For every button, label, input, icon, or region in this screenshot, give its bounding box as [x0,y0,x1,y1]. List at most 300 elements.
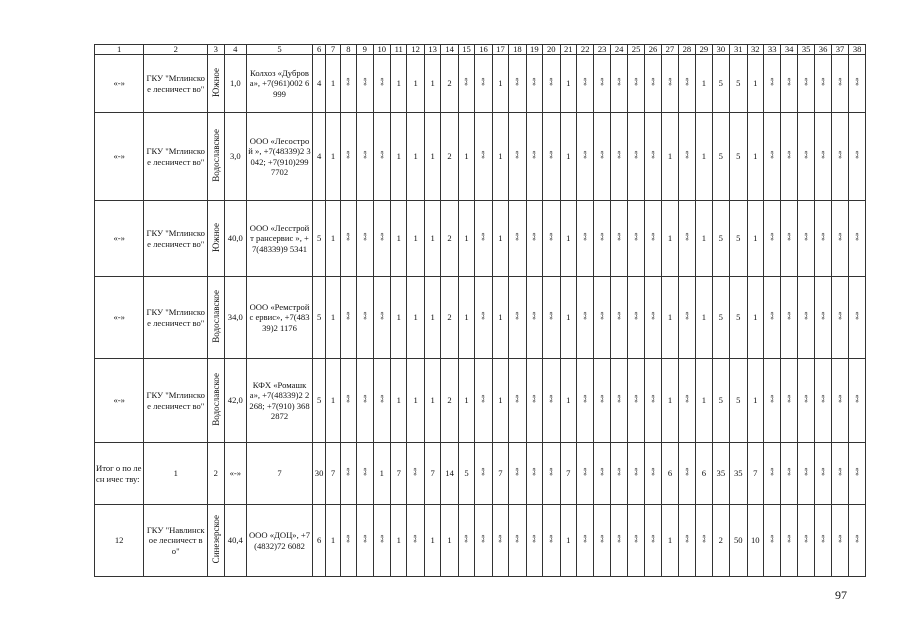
column-header: 35 [797,45,814,55]
table-cell [326,505,340,577]
cell-value: 40,0 [227,233,243,244]
dash-mark: «-» [631,468,640,477]
dash-mark: «-» [682,233,691,242]
table-cell [526,55,542,113]
dash-mark: «-» [344,312,353,321]
table-cell [247,113,313,201]
column-header: 12 [407,45,424,55]
table-cell [326,113,340,201]
table-cell [610,443,627,505]
table-cell [730,113,747,201]
dash-mark: «-» [344,233,353,242]
dash-mark: «-» [547,312,556,321]
table-cell [326,443,340,505]
column-header: 2 [144,45,208,55]
table-cell [326,277,340,359]
table-cell [357,113,373,201]
cell-value: 50 [734,535,743,546]
dash-mark: «-» [801,151,810,160]
table-cell [560,359,576,443]
dash-mark: «-» [835,535,844,544]
forestry-data-table [94,44,866,577]
table-cell [509,55,526,113]
table-cell [208,505,224,577]
table-cell [475,113,492,201]
table-cell [763,359,780,443]
column-header: 1 [95,45,144,55]
table-cell [95,443,144,505]
table-cell [831,201,848,277]
dash-mark: «-» [360,535,369,544]
dash-mark: «-» [835,395,844,404]
cell-value: 1 [379,468,384,479]
table-cell [610,201,627,277]
table-cell [407,359,424,443]
cell-value: 1 [430,535,435,546]
dash-mark: «-» [344,468,353,477]
cell-value: 2 [213,468,218,479]
table-cell [458,113,474,201]
dash-mark: «-» [614,151,623,160]
cell-value: 42,0 [227,395,243,406]
district-name: Южное [210,67,221,97]
cell-value: 1 [396,535,401,546]
cell-value: 2 [447,151,452,162]
table-cell [543,201,560,277]
table-cell [224,505,247,577]
dash-mark: «-» [801,468,810,477]
cell-value: 7 [396,468,401,479]
dash-mark: «-» [377,395,386,404]
dash-mark: «-» [344,151,353,160]
table-cell [357,505,373,577]
table-cell [797,443,814,505]
dash-mark: «-» [614,312,623,321]
table-cell [224,359,247,443]
cell-value: 5 [736,233,741,244]
dash-mark: «-» [801,233,810,242]
dash-mark: «-» [547,468,556,477]
cell-value: 2 [447,78,452,89]
dash-mark: «-» [631,535,640,544]
table-cell [594,113,610,201]
cell-value: 7 [430,468,435,479]
table-cell [441,201,458,277]
cell-value: 35 [734,468,743,479]
table-cell [312,277,325,359]
table-cell [526,277,542,359]
cell-value: 3,0 [229,151,241,162]
dash-mark: «-» [411,535,420,544]
table-cell [815,359,831,443]
table-cell [247,505,313,577]
dash-mark: «-» [784,151,793,160]
column-header: 37 [831,45,848,55]
table-cell [594,55,610,113]
cell-value: 1 [701,312,707,323]
dash-mark: «-» [768,151,776,160]
table-cell [662,201,678,277]
column-header: 38 [849,45,866,55]
dash-mark: «-» [682,535,691,544]
cell-value: 1 [566,151,571,162]
dash-mark: «-» [631,233,640,242]
column-header: 16 [475,45,492,55]
table-cell [475,201,492,277]
dash-mark: «-» [377,535,386,544]
dash-mark: «-» [818,233,827,242]
cell-value: 4 [316,151,322,162]
dash-mark: «-» [344,395,353,404]
table-cell [441,113,458,201]
dash-mark: «-» [818,395,827,404]
dash-mark: «-» [597,468,606,477]
dash-mark: «-» [479,468,488,477]
cell-value: 1 [753,78,758,89]
table-cell [373,277,390,359]
table-cell [644,359,661,443]
table-cell [696,201,712,277]
table-cell [441,359,458,443]
dash-mark: «-» [581,233,589,242]
dash-mark: «-» [768,312,776,321]
column-header: 29 [696,45,712,55]
table-cell [849,201,866,277]
dash-mark: «-» [597,151,606,160]
table-cell [712,505,729,577]
table-row [95,277,866,359]
table-cell [576,113,593,201]
cell-value: 5 [736,78,741,89]
dash-mark: «-» [479,151,488,160]
cell-value: 1 [667,395,673,406]
table-cell [849,443,866,505]
dash-mark: «-» [614,78,623,87]
table-cell [662,505,678,577]
column-header: 9 [357,45,373,55]
dash-mark: «-» [581,468,589,477]
dash-mark: «-» [818,151,827,160]
dash-mark: «-» [852,535,861,544]
cell-value: 1 [413,312,418,323]
table-cell [644,443,661,505]
dash-mark: «-» [377,151,386,160]
table-cell [560,505,576,577]
cell-value: 1 [413,233,418,244]
cell-value: 1 [753,312,758,323]
table-cell [712,55,729,113]
dash-mark: «-» [344,78,353,87]
table-cell [458,277,474,359]
table-cell [644,201,661,277]
dash-mark: «-» [682,468,691,477]
cell-value: 1 [701,395,707,406]
dash-mark: «-» [768,233,776,242]
tenant-contact: Колхоз «Дуброва», +7(961)002 6999 [249,67,310,99]
table-cell [424,359,440,443]
table-cell [712,277,729,359]
table-cell [357,443,373,505]
column-header: 10 [373,45,390,55]
table-cell [340,505,356,577]
table-row [95,359,866,443]
cell-value: 5 [316,233,322,244]
table-cell [340,359,356,443]
dash-mark: «-» [530,395,539,404]
table-cell [781,113,797,201]
dash-mark: «-» [360,151,369,160]
table-cell [357,359,373,443]
table-cell [730,277,747,359]
forestry-name: ГКУ "Мглинско е лесничест во" [146,73,205,94]
table-cell [326,55,340,113]
table-cell [340,201,356,277]
column-header: 3 [208,45,224,55]
dash-mark: «-» [547,151,556,160]
header-row [95,45,866,55]
district-name: Водославское [210,372,221,426]
table-cell [526,359,542,443]
dash-mark: «-» [479,535,488,544]
table-cell [247,359,313,443]
cell-value: 4 [316,78,322,89]
table-cell [312,55,325,113]
dash-mark: «-» [801,78,810,87]
column-header: 34 [781,45,797,55]
column-header: 28 [678,45,695,55]
dash-mark: «-» [597,535,606,544]
table-cell [730,55,747,113]
table-cell [781,277,797,359]
dash-mark: «-» [784,312,793,321]
table-cell [849,55,866,113]
table-cell [373,201,390,277]
dash-mark: «-» [479,78,488,87]
table-cell [144,113,208,201]
table-cell [763,113,780,201]
table-cell [391,201,407,277]
dash-mark: «-» [547,78,556,87]
table-cell [424,443,440,505]
dash-mark: «-» [784,78,793,87]
table-cell [326,201,340,277]
table-cell [747,113,763,201]
cell-value: 1 [396,151,401,162]
cell-value: 2 [718,535,723,546]
table-cell [849,359,866,443]
dash-mark: «-» [818,312,827,321]
table-cell [357,277,373,359]
table-cell [628,505,644,577]
cell-value: 1 [396,78,401,89]
table-cell [424,113,440,201]
table-cell [560,201,576,277]
cell-value: «-» [113,312,125,323]
cell-value: 30 [314,468,324,479]
table-cell [458,443,474,505]
cell-value: 5 [316,395,322,406]
cell-value: 6 [701,468,707,479]
table-cell [492,113,508,201]
tenant-contact: ООО «Лесострой », +7(48339)2 3042; +7(910)299 7702 [248,135,311,177]
table-cell [831,113,848,201]
tenant-contact: КФХ «Ромашка», +7(48339)2 2268; +7(910) 3682872 [249,379,310,421]
cell-value: 40,4 [227,535,243,546]
table-cell [730,201,747,277]
cell-value: «-» [113,151,125,162]
district-name: Южное [210,222,221,252]
cell-value: 1 [667,535,673,546]
cell-value: 1 [566,535,571,546]
cell-value: 5 [718,233,723,244]
table-cell [747,359,763,443]
cell-value: 5 [718,312,723,323]
table-cell [730,359,747,443]
cell-value: 1 [701,151,707,162]
table-cell [543,277,560,359]
table-cell [526,201,542,277]
dash-mark: «-» [768,395,776,404]
table-cell [357,55,373,113]
dash-mark: «-» [631,151,640,160]
cell-value: 5 [464,468,469,479]
table-cell [407,443,424,505]
table-cell [208,443,224,505]
dash-mark: «-» [344,535,353,544]
table-cell [781,359,797,443]
dash-mark: «-» [581,151,589,160]
district-name: Водославское [210,128,221,182]
dash-mark: «-» [597,395,606,404]
table-cell [644,55,661,113]
table-cell [407,113,424,201]
table-cell [849,505,866,577]
dash-mark: «-» [479,233,488,242]
table-cell [312,113,325,201]
table-cell [458,201,474,277]
table-cell [509,113,526,201]
cell-value: 1 [753,395,758,406]
cell-value: «-» [113,233,125,244]
table-cell [391,277,407,359]
forestry-name: ГКУ "Навлинск ое лесничест во" [146,524,205,556]
table-cell [662,55,678,113]
dash-mark: «-» [682,395,691,404]
dash-mark: «-» [614,468,623,477]
table-cell [712,113,729,201]
forestry-name: ГКУ "Мглинско е лесничест во" [146,390,205,411]
table-cell [696,277,712,359]
dash-mark: «-» [648,151,657,160]
table-cell [424,201,440,277]
table-cell [458,505,474,577]
table-cell [224,201,247,277]
dash-mark: «-» [377,233,386,242]
dash-mark: «-» [530,468,539,477]
table-cell [594,443,610,505]
dash-mark: «-» [699,535,708,544]
dash-mark: «-» [360,468,369,477]
cell-value: 1 [430,233,435,244]
dash-mark: «-» [852,151,861,160]
table-cell [340,277,356,359]
dash-mark: «-» [631,395,640,404]
table-cell [391,505,407,577]
forestry-name: ГКУ "Мглинско е лесничест во" [146,228,205,249]
cell-value: 2 [447,233,452,244]
table-cell [678,277,695,359]
table-cell [475,359,492,443]
table-cell [644,113,661,201]
table-cell [208,55,224,113]
table-cell [492,55,508,113]
table-cell [208,359,224,443]
table-cell [696,505,712,577]
table-cell [475,277,492,359]
column-header: 30 [712,45,729,55]
table-cell [849,277,866,359]
dash-mark: «-» [513,468,522,477]
table-cell [831,443,848,505]
cell-value: 1 [753,151,758,162]
cell-value: 7 [753,468,758,479]
dash-mark: «-» [496,535,505,544]
table-cell [678,55,695,113]
table-cell [224,55,247,113]
cell-value: 1 [667,312,673,323]
dash-mark: «-» [547,395,556,404]
dash-mark: «-» [648,312,657,321]
dash-mark: «-» [801,395,810,404]
table-cell [509,505,526,577]
tenant-contact: ООО «Ремстройс ервис», +7(48339)2 1176 [249,301,310,333]
total-label: Итог о по лесн ичес тву: [96,463,142,484]
table-cell [407,505,424,577]
tenant-contact: 7 [277,468,282,479]
dash-mark: «-» [818,468,827,477]
table-cell [407,277,424,359]
page-number: 97 [835,588,847,602]
table-cell [662,443,678,505]
cell-value: 1 [498,78,503,89]
dash-mark: «-» [784,233,793,242]
dash-mark: «-» [411,468,420,477]
dash-mark: «-» [513,535,522,544]
dash-mark: «-» [377,312,386,321]
cell-value: 1 [430,78,435,89]
table-cell [560,55,576,113]
dash-mark: «-» [530,78,539,87]
table-cell [815,201,831,277]
dash-mark: «-» [631,312,640,321]
forestry-name: 1 [173,468,178,479]
table-cell [662,277,678,359]
table-cell [576,201,593,277]
table-cell [357,201,373,277]
table-cell [747,505,763,577]
table-cell [407,55,424,113]
cell-value: 1 [701,233,707,244]
dash-mark: «-» [852,312,861,321]
column-header: 24 [610,45,627,55]
table-cell [543,55,560,113]
table-cell [391,359,407,443]
cell-value: 1 [464,395,469,406]
table-cell [247,55,313,113]
dash-mark: «-» [462,535,471,544]
dash-mark: «-» [530,233,539,242]
table-cell [441,505,458,577]
